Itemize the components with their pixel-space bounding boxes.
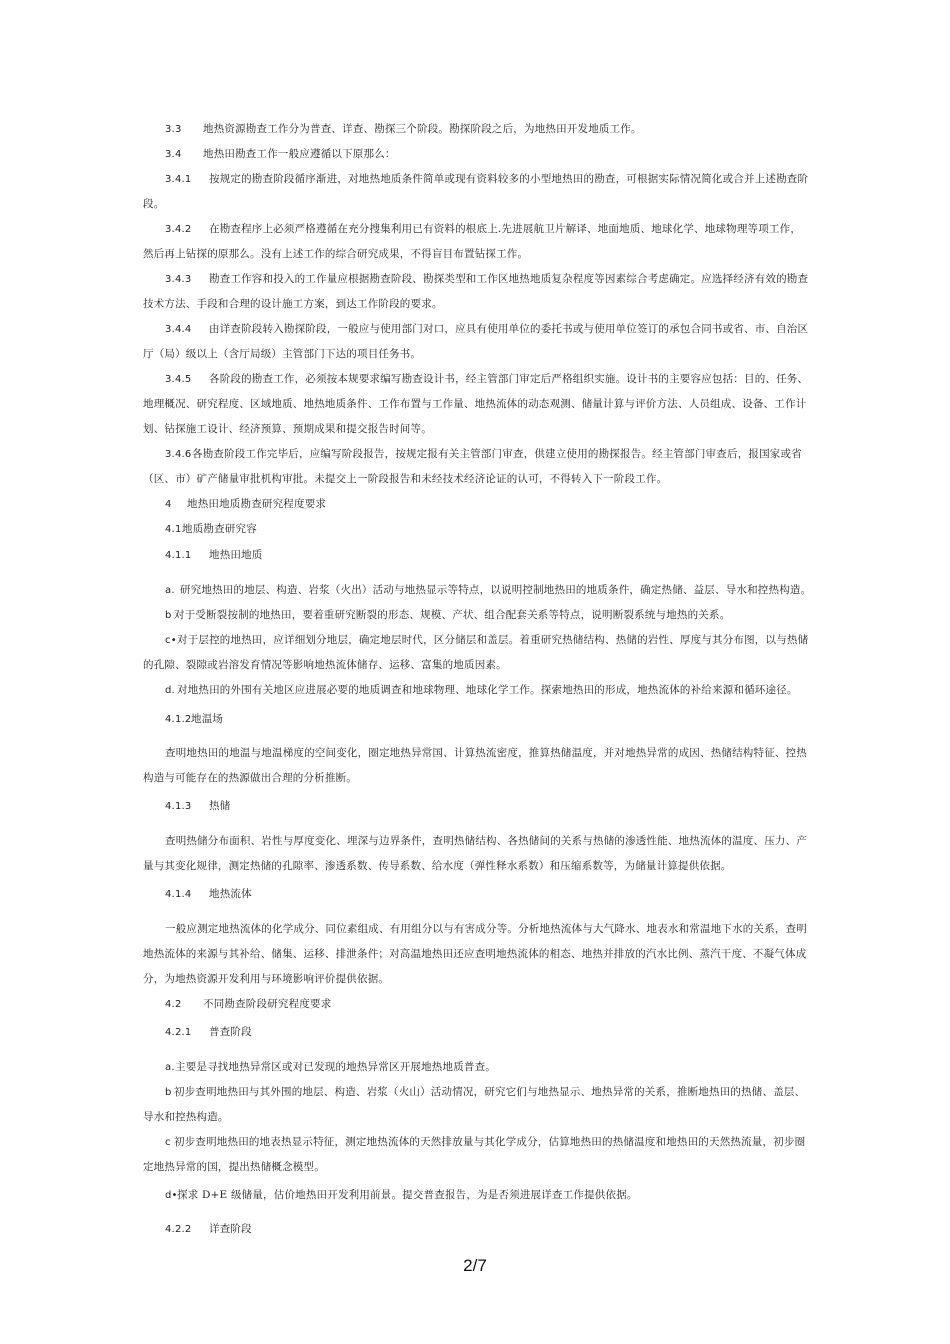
text-line <box>165 1085 805 1100</box>
text-line <box>165 608 730 623</box>
section-number: 3.4 <box>165 149 182 160</box>
section-number: 4.2 <box>165 999 182 1010</box>
line-text: 地温场 <box>191 713 224 725</box>
text-line <box>165 447 802 462</box>
line-text: 各阶段的勘查工作，必须按本规要求编写勘查设计书，经主管部门审定后严格组织实施。设计书的主要容应包括：目的、任务、 <box>209 373 809 385</box>
line-text: 在勘查程序上必须严格遵循在充分搜集利用已有资料的根底上.先进展航卫片解译、地面地质、地球化学、地球物理等项工作， <box>209 223 802 235</box>
line-text: 地热田勘查工作一般应遵循以下原那么： <box>203 148 396 160</box>
line-text: 量与其变化规律，测定热储的孔隙率、渗透系数、传导系数、给水度（弹性释水系数）和压缩系数等，为储量计算提供依据。 <box>143 860 732 872</box>
line-text: 主要是寻找地热异常区或对已发现的地热异常区开展地热地质普查。 <box>175 1061 496 1073</box>
text-line <box>143 1160 325 1174</box>
line-text: 分，为地热资源开发利用与环境影响评价提供依据。 <box>143 973 390 985</box>
section-heading <box>165 712 223 727</box>
line-text: 技术方法、手段和合理的设计施工方案，到达工作阶段的要求。 <box>143 298 443 310</box>
text-line <box>165 583 811 598</box>
section-number: 3.4.3 <box>165 274 192 285</box>
section-number: 4.2.2 <box>165 1224 192 1235</box>
section-heading <box>165 799 230 814</box>
line-text: 构造与可能存在的热源做出合理的分析推断。 <box>143 772 357 784</box>
line-text: 地热资源勘查工作分为普查、详查、勘探三个阶段。勘探阶段之后，为地热田开发地质工作。 <box>203 123 642 135</box>
item-marker: d• <box>165 1190 178 1201</box>
section-number: 4.1.3 <box>165 801 192 812</box>
line-text: 划、钻探施工设计、经济预算、预期成果和提交报告时间等。 <box>143 423 432 435</box>
text-line <box>165 147 396 162</box>
text-line <box>143 859 732 873</box>
line-text: 对于受断裂按制的地热田，要着重研究断裂的形态、规模、产状、组合配套关系等特点，说明断裂系统与地热的关系。 <box>174 609 731 621</box>
text-line <box>143 197 164 211</box>
text-line <box>165 1188 638 1203</box>
text-line <box>165 746 807 760</box>
item-marker: c <box>165 1137 171 1148</box>
text-line <box>143 1110 229 1124</box>
line-text: 各勘查阶段工作完毕后，应编写阶段报告，按规定报有关主管部门审查，供建立使用的勘探报告。经主管部门审查后，报国家或省 <box>192 448 802 460</box>
text-line <box>143 972 389 986</box>
text-line <box>165 322 808 337</box>
text-line <box>143 397 806 411</box>
item-marker: b <box>165 1087 172 1098</box>
line-text: 地理概况、研究程度、区域地质、地热地质条件、工作布置与工作量、地热流体的动态观测、储量计算与评价方法、人员组成、设备、工作计 <box>143 398 807 410</box>
line-text: 导水和控热构造。 <box>143 1111 229 1123</box>
line-text: 查明地热田的地温与地温梯度的空间变化，圈定地热异常国、计算热流密度，推算热储温度，并对地热异常的成因、热储结构特征、控热 <box>165 747 807 759</box>
text-line <box>143 297 443 311</box>
section-heading <box>165 1222 252 1237</box>
section-heading <box>165 887 252 902</box>
line-text: 定地热异常的国，提出热储概念模型。 <box>143 1161 325 1173</box>
page-number: 2/7 <box>463 1256 487 1275</box>
item-marker: a. <box>165 1062 175 1073</box>
item-marker: a. <box>165 585 175 596</box>
line-text: 研究地热田的地层、构造、岩浆（火出）活动与地热显示等特点，以说明控制地热田的地质条件，确定热储、益层、导水和控热构造。 <box>180 584 812 596</box>
section-number: 4.2.1 <box>165 1027 192 1038</box>
line-text: 勘查工作容和投入的工作量应根据勘查阶段、勘探类型和工作区地热地质复杂程度等因素综合考虑确定。应选择经济有效的勘查 <box>209 273 809 285</box>
text-line <box>165 1135 805 1150</box>
text-line <box>143 947 806 961</box>
line-text: 地质勘查研究容 <box>182 523 257 535</box>
line-text: 由详查阶段转入勘探阶段，一般应与使用部门对口，应具有使用单位的委托书或与使用单位签订的承包合同书或省、市、自治区 <box>209 323 809 335</box>
text-line <box>165 1060 496 1075</box>
section-heading <box>165 522 257 537</box>
section-number: 3.4.1 <box>165 174 192 185</box>
line-text: 普查阶段 <box>209 1026 252 1038</box>
text-line <box>143 422 432 436</box>
text-line <box>165 122 642 137</box>
section-number: 3.4.6 <box>165 449 192 460</box>
line-text: 探求 D+E 级储量，估价地热田开发利用前景。提交普查报告，为是否须进展详查工作提供依据。 <box>177 1189 638 1201</box>
section-heading <box>165 548 263 563</box>
line-text: 的孔隙、裂隙或岩溶发育情况等影响地热流体储存、运移、富集的地质因素。 <box>143 659 507 671</box>
text-line <box>165 683 798 698</box>
item-marker: c• <box>165 635 177 646</box>
line-text: 地热田地质 <box>209 549 263 561</box>
section-number: 4.1.1 <box>165 550 192 561</box>
line-text: （区、市）矿产储量审批机构审批。未提交上一阶段报告和未经技术经济论证的认可，不得转入下一阶段工作。 <box>143 473 668 485</box>
line-text: 一般应测定地热流体的化学成分、同位素组成、有用组分以与有害成分等。分析地热流体与大气降水、地表水和常温地下水的关系，查明 <box>165 923 807 935</box>
section-heading <box>165 1025 252 1040</box>
item-marker: b <box>165 610 172 621</box>
section-number: 4.1.2 <box>165 714 192 725</box>
line-text: 厅（局）级以上（含厅局级）主管部门下达的项目任务书。 <box>143 348 422 360</box>
text-line <box>165 222 801 237</box>
section-number: 4 <box>165 499 172 510</box>
line-text: 段。 <box>143 198 165 210</box>
section-number: 3.3 <box>165 124 182 135</box>
text-line <box>165 372 808 387</box>
item-marker: d. <box>165 685 175 696</box>
text-line <box>165 172 808 187</box>
text-line <box>165 922 807 936</box>
text-line <box>143 472 667 486</box>
section-heading <box>165 497 326 512</box>
line-text: 然后再上钻探的原那么。没有上述工作的综合研究成果，不得盲目布置钻探工作。 <box>143 248 529 260</box>
section-number: 3.4.5 <box>165 374 192 385</box>
text-line <box>165 272 808 287</box>
section-heading <box>165 997 331 1012</box>
line-text: 不同勘查阶段研究程度要求 <box>203 998 332 1010</box>
section-number: 3.4.4 <box>165 324 192 335</box>
text-line <box>143 658 507 672</box>
text-line <box>165 834 807 848</box>
line-text: 对于层控的地热田，应详细划分地层，确定地层时代，区分储层和盖层。着重研究热储结构、热储的岩性、厚度与其分布图，以与热储 <box>177 634 809 646</box>
line-text: 地热流体的来源与其补给、储集、运移、排泄条件；对高温地热田还应查明地热流体的相态、地热并排放的汽水比例、蒸汽干度、不凝气体成 <box>143 948 807 960</box>
text-line <box>143 247 528 261</box>
line-text: 地热流体 <box>209 888 252 900</box>
line-text: 对地热田的外围有关地区应进展必要的地质调查和地球物理、地球化学工作。探索地热田的形成，地热流体的补给来源和循环途径。 <box>177 684 798 696</box>
line-text: 地热田地质勘查研究程度要求 <box>187 498 327 510</box>
section-number: 3.4.2 <box>165 224 192 235</box>
line-text: 初步查明地热田的地表热显示特征，测定地热流体的天然排放量与其化学成分，估算地热田的热储温度和地热田的天然热流量，初步圈 <box>174 1136 806 1148</box>
line-text: 查明热储分布面积、岩性与厚度变化、埋深与边界条件，查明热储结构、各热储间的关系与热储的渗透性能、地热流体的温度、压力、产 <box>165 835 807 847</box>
text-line <box>143 771 357 785</box>
line-text: 热储 <box>209 800 231 812</box>
section-number: 4.1 <box>165 524 182 535</box>
line-text: 按规定的勘查阶段循序渐进，对地热地质条件简单或现有资料较多的小型地热田的勘查，可根据实际情况简化或合并上述勘查阶 <box>209 173 809 185</box>
line-text: 详查阶段 <box>209 1223 252 1235</box>
section-number: 4.1.4 <box>165 889 192 900</box>
line-text: 初步查明地热田与其外围的地层、构造、岩浆（火山）活动情况，研究它们与地热显示、地热异常的关系，推断地热田的热储、盖层、 <box>174 1086 806 1098</box>
text-line <box>165 633 808 648</box>
text-line <box>143 347 421 361</box>
